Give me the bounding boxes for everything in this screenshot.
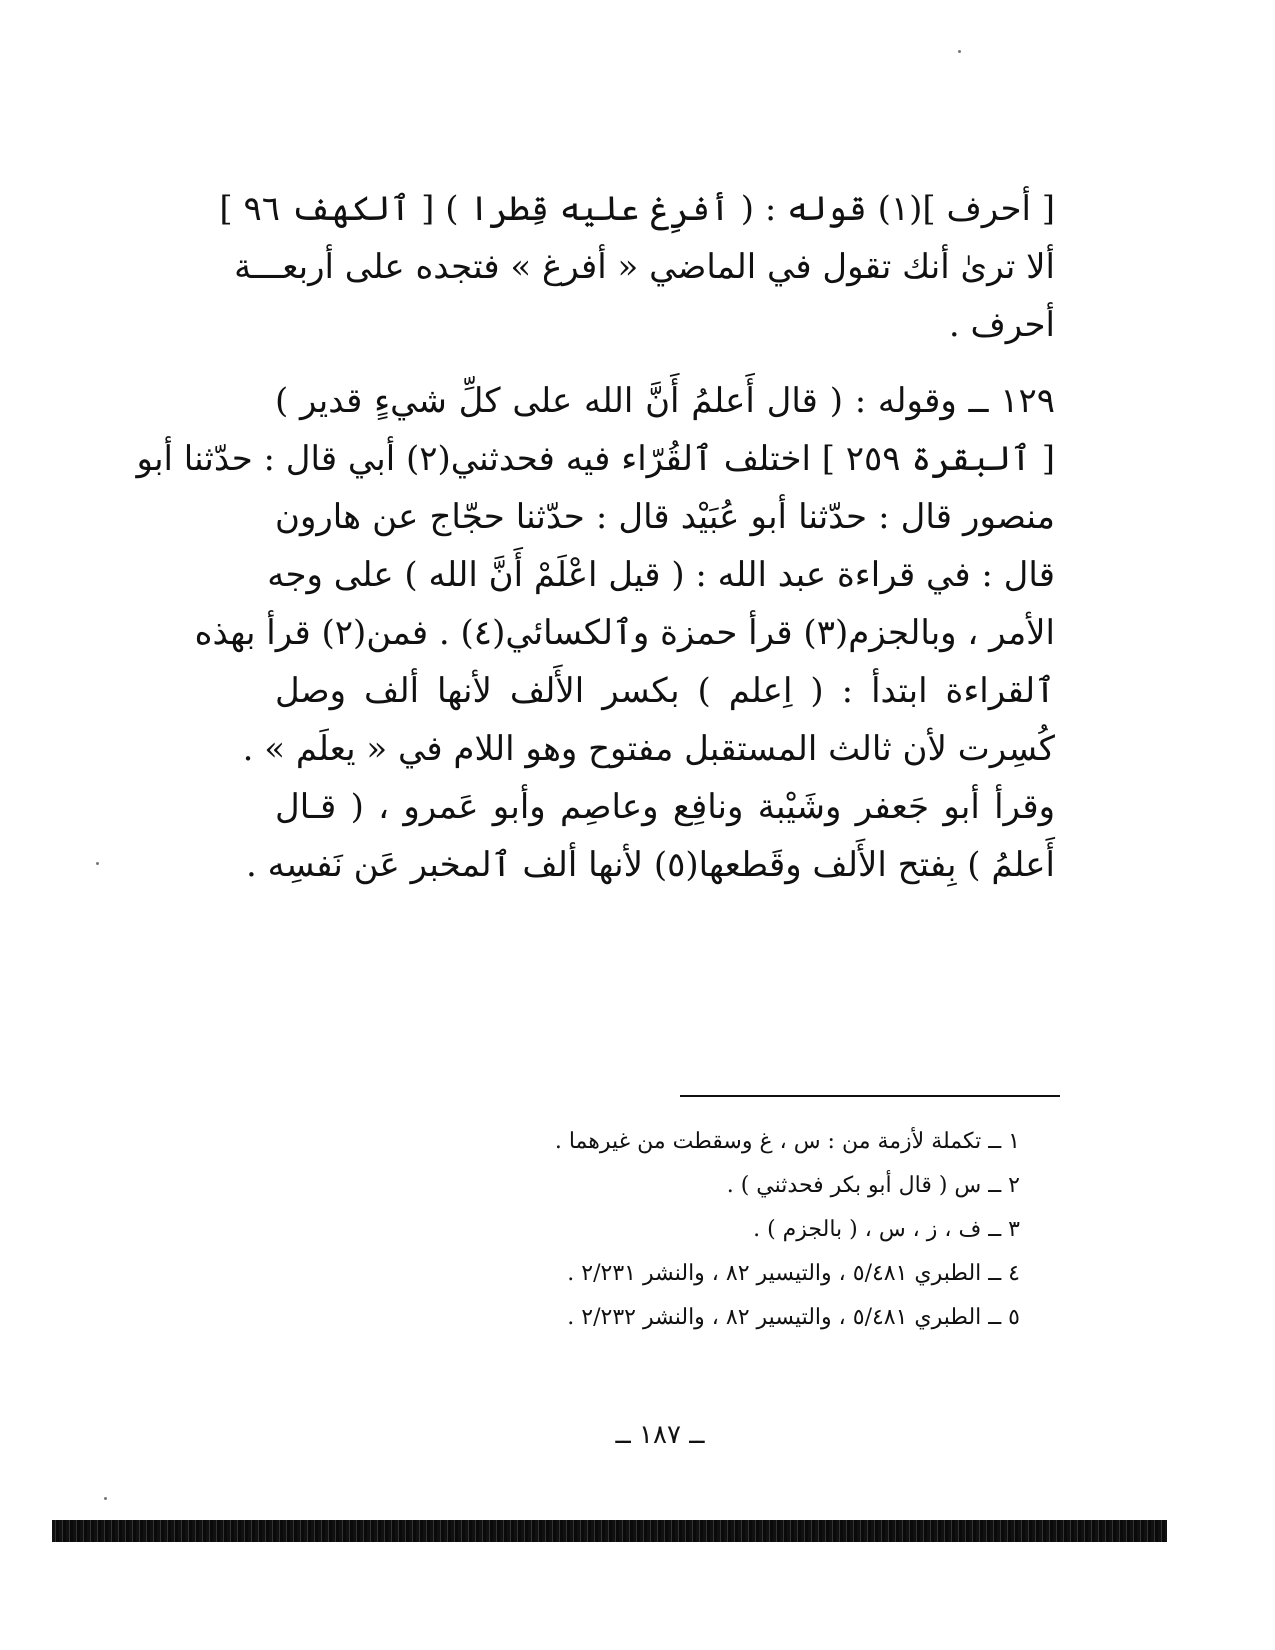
scan-speck <box>96 862 99 865</box>
page-number: ــ ١٨٧ ــ <box>615 1420 705 1450</box>
scan-speck <box>104 1497 107 1500</box>
text-line: ألا ترىٰ أنك تقول في الماضي « أفرغ » فتجده على أربعـــة <box>234 247 1055 287</box>
paragraph-gap <box>275 354 1055 372</box>
footnote-item: ١ ــ تكملة لأزمة من : س ، غ وسقطت من غيرهما . <box>554 1129 1020 1154</box>
footnote-item: ٢ ــ س ( قال أبو بكر فحدثني ) . <box>726 1173 1020 1198</box>
text-line: ٱلقراءة ابتدأ : ( اِعلم ) بكسر الأَلف لأنها ألف وصل <box>275 671 1055 711</box>
text-line: قال : في قراءة عبد الله : ( قيل اعْلَمْ أَنَّ الله ) على وجه <box>267 555 1055 595</box>
text-line: [ ٱلبقرة ٢٥٩ ] اختلف ٱلقُرّاء فيه فحدثني(٢) أبي قال : حدّثنا أبو <box>136 439 1055 479</box>
text-line: [ أحرف ](١) قوله : ( أفرِغ عليه قِطرا ) [ ٱلكهف ٩٦ ] <box>219 189 1055 229</box>
footnote-item: ٥ ــ الطبري ٥/٤٨١ ، والتيسير ٨٢ ، والنشر ٢/٢٣٢ . <box>567 1305 1020 1330</box>
scan-edge-bar <box>52 1520 1167 1542</box>
footnotes-block <box>420 1120 1020 1340</box>
footnote-divider <box>680 1095 1060 1097</box>
text-line: الأمر ، وبالجزم(٣) قرأ حمزة وٱلكسائي(٤) . فمن(٢) قرأ بهذه <box>194 613 1055 653</box>
text-line: كُسِرت لأن ثالث المستقبل مفتوح وهو اللام في « يعلَم » . <box>242 729 1055 769</box>
scan-speck <box>958 50 961 53</box>
text-line: أحرف . <box>948 305 1055 345</box>
text-line: أَعلمُ ) بِفتح الأَلف وقَطعها(٥) لأنها ألف ٱلمخبر عَن نَفسِه . <box>245 845 1055 885</box>
text-line: منصور قال : حدّثنا أبو عُبَيْد قال : حدّثنا حجّاج عن هارون <box>275 497 1055 537</box>
text-line: ١٢٩ ــ وقوله : ( قال أَعلمُ أَنَّ الله على كلِّ شيءٍ قدير ) <box>275 381 1055 421</box>
footnote-item: ٤ ــ الطبري ٥/٤٨١ ، والتيسير ٨٢ ، والنشر ٢/٢٣١ . <box>567 1261 1020 1286</box>
main-text-block <box>136 180 1055 894</box>
footnote-item: ٣ ــ ف ، ز ، س ، ( بالجزم ) . <box>753 1217 1020 1242</box>
text-line: وقرأ أبو جَعفر وشَيْبة ونافِع وعاصِم وأبو عَمرو ، ( قـال <box>275 787 1055 827</box>
